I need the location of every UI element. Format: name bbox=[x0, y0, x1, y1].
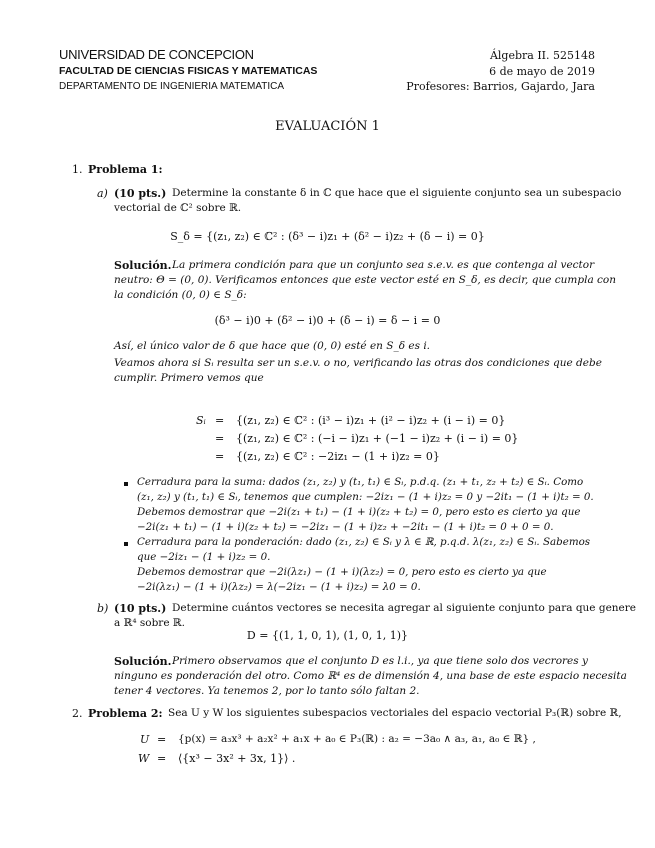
set-s-delta-definition: S_δ = {(z₁, z₂) ∈ ℂ² : (δ³ − i)z₁ + (δ² − i)z₂ + (δ − i) = 0} bbox=[170, 230, 485, 243]
set-d-definition: D = {(1, 1, 0, 1), (1, 0, 1, 1)} bbox=[246, 629, 409, 642]
si-equals-2: = bbox=[215, 432, 225, 445]
solution-a-line-1: La primera condición para que un conjunto sea s.e.v. es que contenga al vector bbox=[172, 259, 595, 271]
si-row-2: {(z₁, z₂) ∈ ℂ² : (−i − i)z₁ + (−1 − i)z₂ + (i − i) = 0} bbox=[236, 432, 519, 445]
w-definition: ⟨{x³ − 3x² + 3x, 1}⟩ . bbox=[178, 752, 296, 765]
next-step-line-2: cumplir. Primero vemos que bbox=[114, 372, 264, 384]
exam-date: 6 de mayo de 2019 bbox=[489, 65, 595, 78]
part-a-statement-2: vectorial de ℂ² sobre ℝ. bbox=[114, 202, 242, 214]
si-row-1: {(z₁, z₂) ∈ ℂ² : (i³ − i)z₁ + (i² − i)z₂ + (i − i) = 0} bbox=[236, 414, 506, 427]
problem2-heading: Problema 2: bbox=[88, 707, 163, 720]
part-a-points: (10 pts.) bbox=[114, 187, 167, 200]
part-a-statement-1: Determine la constante δ in ℂ que hace que el siguiente conjunto sea un subespacio bbox=[172, 187, 622, 199]
problem2-statement: Sea U y W los siguientes subespacios vectoriales del espacio vectorial P₃(ℝ) sobre ℝ, bbox=[168, 707, 622, 719]
solution-b-line-3: tener 4 vectores. Ya tenemos 2, por lo tanto sólo faltan 2. bbox=[114, 685, 420, 697]
solution-a-line-2: neutro: Θ = (0, 0). Verificamos entonces que este vector esté en S_δ, es decir, que cumpla con bbox=[114, 274, 617, 286]
exam-title: EVALUACIÓN 1 bbox=[275, 119, 380, 134]
solution-b-line-2: ninguno es ponderación del otro. Como ℝ⁴ es de dimensión 4, una base de este espacio necesita bbox=[114, 670, 627, 682]
problem2-number: 2. bbox=[72, 707, 83, 720]
course-code: Álgebra II. 525148 bbox=[489, 49, 595, 62]
part-b-points: (10 pts.) bbox=[114, 602, 167, 615]
bullet-1-line-4: −2i(z₁ + t₁) − (1 + i)(z₂ + t₂) = −2iz₁ − (1 + i)z₂ + −2it₁ − (1 + i)t₂ = 0 + 0 = 0. bbox=[137, 521, 554, 533]
delta-conclusion: Así, el único valor de δ que hace que (0, 0) esté en S_δ es i. bbox=[114, 340, 431, 352]
solution-b-line-1: Primero observamos que el conjunto D es l.i., ya que tiene solo dos vecrores y bbox=[172, 655, 588, 667]
w-equals: = bbox=[157, 752, 167, 765]
w-lhs: W bbox=[138, 752, 150, 765]
part-b-statement-2: a ℝ⁴ sobre ℝ. bbox=[114, 617, 185, 629]
si-equals-1: = bbox=[215, 414, 225, 427]
bullet-1-line-3: Debemos demostrar que −2i(z₁ + t₁) − (1 + i)(z₂ + t₂) = 0, pero esto es cierto ya que bbox=[137, 506, 581, 518]
part-a-label: a) bbox=[97, 187, 108, 200]
bullet-2-line-1: Cerradura para la ponderación: dado (z₁, z₂) ∈ Sᵢ y λ ∈ ℝ, p.q.d. λ(z₁, z₂) ∈ Sᵢ. Sabemos bbox=[137, 536, 591, 548]
faculty-name: FACULTAD DE CIENCIAS FISICAS Y MATEMATICAS bbox=[59, 65, 318, 77]
bullet-2-line-3: Debemos demostrar que −2i(λz₁) − (1 + i)(λz₂) = 0, pero esto es cierto ya que bbox=[137, 566, 547, 578]
si-lhs: Sᵢ bbox=[196, 414, 206, 427]
part-b-statement-1: Determine cuántos vectores se necesita agregar al siguiente conjunto para que genere bbox=[172, 602, 636, 614]
bullet-2-line-2: que −2iz₁ − (1 + i)z₂ = 0. bbox=[137, 551, 271, 563]
problem1-number: 1. bbox=[72, 163, 83, 176]
u-equals: = bbox=[157, 733, 167, 746]
bullet-dot-1 bbox=[124, 482, 128, 486]
part-b-label: b) bbox=[97, 602, 109, 615]
bullet-dot-2 bbox=[124, 542, 128, 546]
u-lhs: U bbox=[140, 733, 150, 746]
bullet-1-line-1: Cerradura para la suma: dados (z₁, z₂) y (t₁, t₁) ∈ Sᵢ, p.d.q. (z₁ + t₁, z₂ + t₂) ∈ Sᵢ. Como bbox=[137, 476, 584, 488]
bullet-2-line-4: −2i(λz₁) − (1 + i)(λz₂) = λ(−2iz₁ − (1 + i)z₂) = λ0 = 0. bbox=[137, 581, 421, 593]
solution-a-line-3: la condición (0, 0) ∈ S_δ: bbox=[114, 289, 247, 301]
solution-b-label: Solución. bbox=[114, 655, 172, 668]
next-step-line-1: Veamos ahora si Sᵢ resulta ser un s.e.v. o no, verificando las otras dos condiciones que debe bbox=[114, 357, 602, 369]
department-name: DEPARTAMENTO DE INGENIERIA MATEMATICA bbox=[59, 81, 285, 92]
si-row-3: {(z₁, z₂) ∈ ℂ² : −2iz₁ − (1 + i)z₂ = 0} bbox=[236, 450, 440, 463]
si-equals-3: = bbox=[215, 450, 225, 463]
bullet-1-line-2: (z₁, z₂) y (t₁, t₁) ∈ Sᵢ, tenemos que cumplen: −2iz₁ − (1 + i)z₂ = 0 y −2it₁ − (1 + i)t₂ = 0. bbox=[137, 491, 594, 503]
problem1-heading: Problema 1: bbox=[88, 163, 163, 176]
solution-a-label: Solución. bbox=[114, 259, 172, 272]
professors: Profesores: Barrios, Gajardo, Jara bbox=[406, 80, 595, 93]
university-name: UNIVERSIDAD DE CONCEPCION bbox=[59, 47, 254, 62]
u-definition: {p(x) = a₃x³ + a₂x² + a₁x + a₀ ∈ P₃(ℝ) : a₂ = −3a₀ ∧ a₃, a₁, a₀ ∈ ℝ} , bbox=[178, 733, 536, 745]
equation-zero-vector: (δ³ − i)0 + (δ² − i)0 + (δ − i) = δ − i = 0 bbox=[214, 314, 441, 327]
